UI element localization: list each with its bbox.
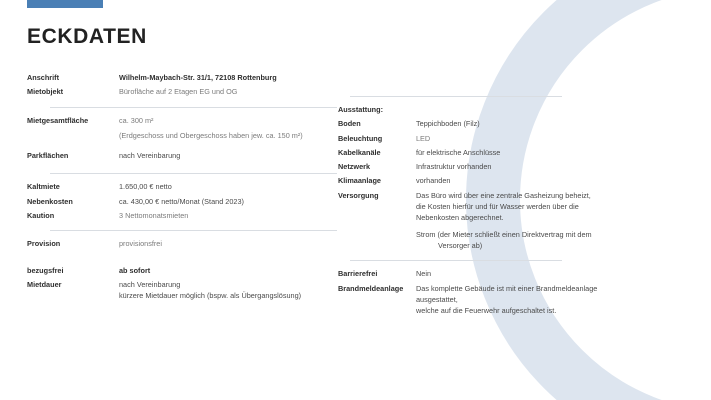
- label-mietobjekt: Mietobjekt: [27, 87, 64, 97]
- value-klimaanlage: vorhanden: [416, 176, 451, 186]
- label-kaution: Kaution: [27, 211, 55, 221]
- label-parkflaechen: Parkflächen: [27, 151, 69, 161]
- divider-1: [50, 107, 337, 108]
- row-brandmeldeanlage: [338, 283, 600, 317]
- label-brandmeldeanlage: Brandmeldeanlage: [338, 283, 404, 293]
- label-anschrift: Anschrift: [27, 73, 60, 82]
- row-kabelkanaele: [338, 147, 600, 158]
- row-barrierefrei: [338, 268, 600, 279]
- row-mietobjekt: [27, 86, 337, 97]
- row-beleuchtung: [338, 133, 600, 144]
- value-boden: Teppichboden (Filz): [416, 119, 480, 129]
- label-mietdauer: Mietdauer: [27, 279, 62, 289]
- label-versorgung: Versorgung: [338, 190, 379, 200]
- value-provision: provisionsfrei: [119, 239, 162, 249]
- row-mietgesamtflaeche: [27, 115, 337, 126]
- label-bezugsfrei: bezugsfrei: [27, 265, 64, 275]
- value-kabelkanaele: für elektrische Anschlüsse: [416, 147, 501, 157]
- value-anschrift: Wilhelm-Maybach-Str. 31/1, 72108 Rottenburg: [119, 73, 277, 82]
- label-beleuchtung: Beleuchtung: [338, 133, 383, 143]
- value-versorgung-note2: Versorger ab): [438, 240, 483, 250]
- value-mietobjekt: Bürofläche auf 2 Etagen EG und OG: [119, 87, 238, 97]
- right-group-sicherheit: [338, 268, 600, 316]
- value-brandmeldeanlage-main: Das komplette Gebäude ist mit einer Brandmeldeanlage ausgestattet,: [416, 283, 598, 304]
- value-mietdauer-line2: kürzere Mietdauer möglich (bspw. als Übergangslösung): [119, 291, 302, 301]
- left-group-4: [27, 238, 337, 249]
- value-mietgesamtflaeche: ca. 300 m²: [119, 115, 154, 125]
- label-nebenkosten: Nebenkosten: [27, 196, 73, 206]
- label-klimaanlage: Klimaanlage: [338, 176, 381, 186]
- accent-bar: [27, 0, 103, 8]
- row-netzwerk: [338, 161, 600, 172]
- value-netzwerk: Infrastruktur vorhanden: [416, 162, 492, 172]
- label-netzwerk: Netzwerk: [338, 162, 371, 172]
- label-provision: Provision: [27, 239, 61, 249]
- right-column: [338, 96, 600, 319]
- value-versorgung-note: Strom (der Mieter schließt einen Direktvertrag mit dem: [416, 229, 592, 239]
- label-barrierefrei: Barrierefrei: [338, 269, 378, 279]
- spacer: [27, 164, 337, 173]
- value-beleuchtung: LED: [416, 133, 431, 143]
- row-mietgesamtflaeche-note: [27, 130, 337, 141]
- row-mietdauer: [27, 279, 337, 302]
- right-group-ausstattung: [338, 104, 600, 251]
- label-kaltmiete: Kaltmiete: [27, 182, 60, 192]
- row-bezugsfrei: [27, 265, 337, 276]
- page-title: ECKDATEN: [27, 25, 147, 48]
- row-parkflaechen: [27, 150, 337, 161]
- value-kaltmiete: 1.650,00 € netto: [119, 182, 172, 192]
- row-klimaanlage: [338, 175, 600, 186]
- value-parkflaechen: nach Vereinbarung: [119, 151, 181, 161]
- value-brandmeldeanlage-note: welche auf die Feuerwehr aufgeschaltet ist.: [416, 306, 557, 316]
- value-nebenkosten: ca. 430,00 € netto/Monat (Stand 2023): [119, 196, 244, 206]
- value-mietdauer-line1: nach Vereinbarung: [119, 279, 181, 289]
- left-group-1: [27, 72, 337, 98]
- row-versorgung: [338, 190, 600, 251]
- divider-right-bottom: [350, 260, 562, 261]
- row-ausstattung-heading: [338, 104, 600, 115]
- spacer: [27, 253, 337, 265]
- value-versorgung: [416, 190, 600, 251]
- left-group-5: [27, 265, 337, 302]
- left-group-2: [27, 115, 337, 162]
- row-anschrift: [27, 72, 337, 83]
- value-kaution: 3 Nettomonatsmieten: [119, 211, 189, 221]
- label-kabelkanaele: Kabelkanäle: [338, 147, 381, 157]
- row-provision: [27, 238, 337, 249]
- left-group-3: [27, 181, 337, 221]
- row-nebenkosten: [27, 196, 337, 207]
- left-column: [27, 72, 337, 305]
- value-bezugsfrei: ab sofort: [119, 265, 151, 275]
- row-kaltmiete: [27, 181, 337, 192]
- divider-right-top: [350, 96, 562, 97]
- label-boden: Boden: [338, 119, 361, 129]
- value-barrierefrei: Nein: [416, 269, 432, 279]
- row-kaution: [27, 210, 337, 221]
- value-versorgung-main: Das Büro wird über eine zentrale Gasheizung beheizt, die Kosten hierfür und für Wasser werden über die Nebenkosten abgerechnet.: [416, 190, 591, 223]
- value-brandmeldeanlage: [416, 283, 600, 317]
- divider-2: [50, 173, 337, 174]
- label-mietgesamtflaeche: Mietgesamtfläche: [27, 115, 89, 125]
- note-mietgesamtflaeche: (Erdgeschoss und Obergeschoss haben jew. ca. 150 m²): [119, 130, 303, 140]
- label-ausstattung: Ausstattung:: [338, 105, 383, 114]
- row-boden: [338, 118, 600, 129]
- divider-3: [50, 230, 337, 231]
- value-mietdauer: [119, 279, 337, 302]
